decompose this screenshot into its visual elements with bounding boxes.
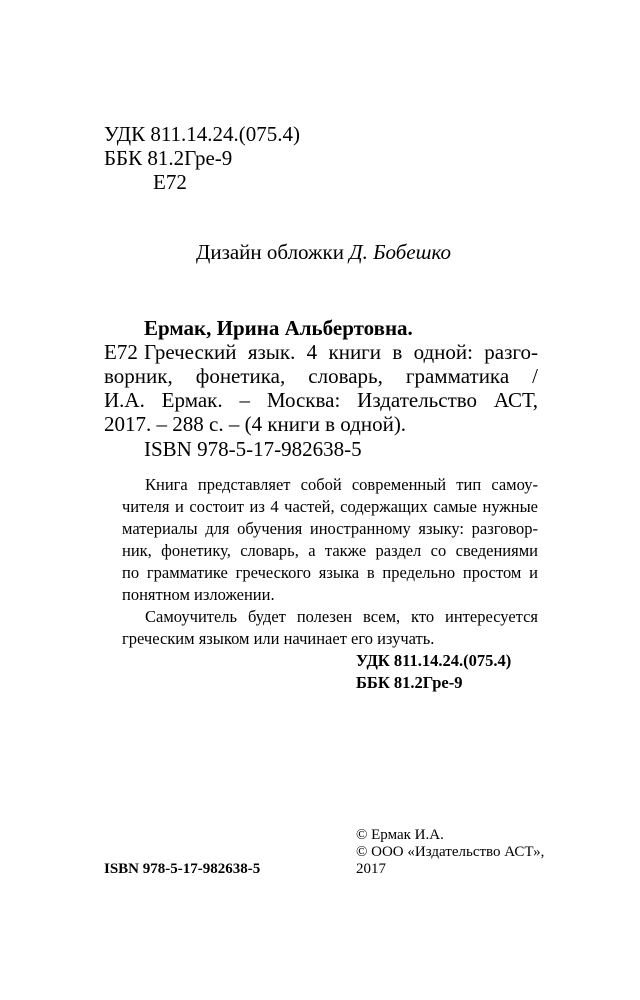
copyright-year: 2017 [356, 861, 386, 877]
isbn-record: ISBN 978-5-17-982638-5 [144, 437, 362, 461]
udk-header: УДК 811.14.24.(075.4) [104, 122, 301, 146]
annotation-line-2: чителя и состоит из 4 частей, содержащих самые нужные [122, 497, 538, 516]
isbn-footer: ISBN 978-5-17-982638-5 [104, 861, 261, 877]
copyright-publisher: © ООО «Издательство АСТ», [356, 844, 545, 860]
cover-design-label: Дизайн обложки [196, 240, 350, 264]
cover-designer-name: Д. Бобешко [349, 240, 451, 264]
annotation-udk: УДК 811.14.24.(075.4) [356, 651, 512, 670]
bibliographic-line-3: И.А. Ермак. – Москва: Издательство АСТ, [104, 388, 538, 412]
bbk-header: ББК 81.2Гре-9 [104, 146, 233, 170]
annotation-line-8: греческим языком или начинает его изучать. [122, 629, 435, 648]
bibliographic-line-1: Греческий язык. 4 книги в одной: разго- [144, 340, 538, 364]
annotation-line-3: материалы для обучения иностранному языку: разговор- [122, 519, 538, 538]
annotation-line-6: понятном изложении. [122, 585, 275, 604]
author-mark-header: Е72 [153, 170, 187, 194]
author-name: Ермак, Ирина Альбертовна. [144, 316, 413, 340]
bibliographic-line-2: ворник, фонетика, словарь, грамматика / [104, 364, 538, 388]
cover-design-credit [196, 240, 451, 264]
annotation-line-1: Книга представляет собой современный тип самоу- [145, 475, 538, 494]
copyright-author: © Ермак И.А. [356, 827, 444, 843]
annotation-line-7: Самоучитель будет полезен всем, кто интересуется [145, 607, 538, 626]
index-code: Е72 [104, 340, 138, 364]
annotation-bbk: ББК 81.2Гре-9 [356, 673, 463, 692]
annotation-line-5: по грамматике греческого языка в предельно простом и [122, 563, 538, 582]
annotation-line-4: ник, фонетику, словарь, а также раздел со сведениями [122, 541, 538, 560]
bibliographic-line-4: 2017. – 288 с. – (4 книги в одной). [104, 412, 407, 436]
